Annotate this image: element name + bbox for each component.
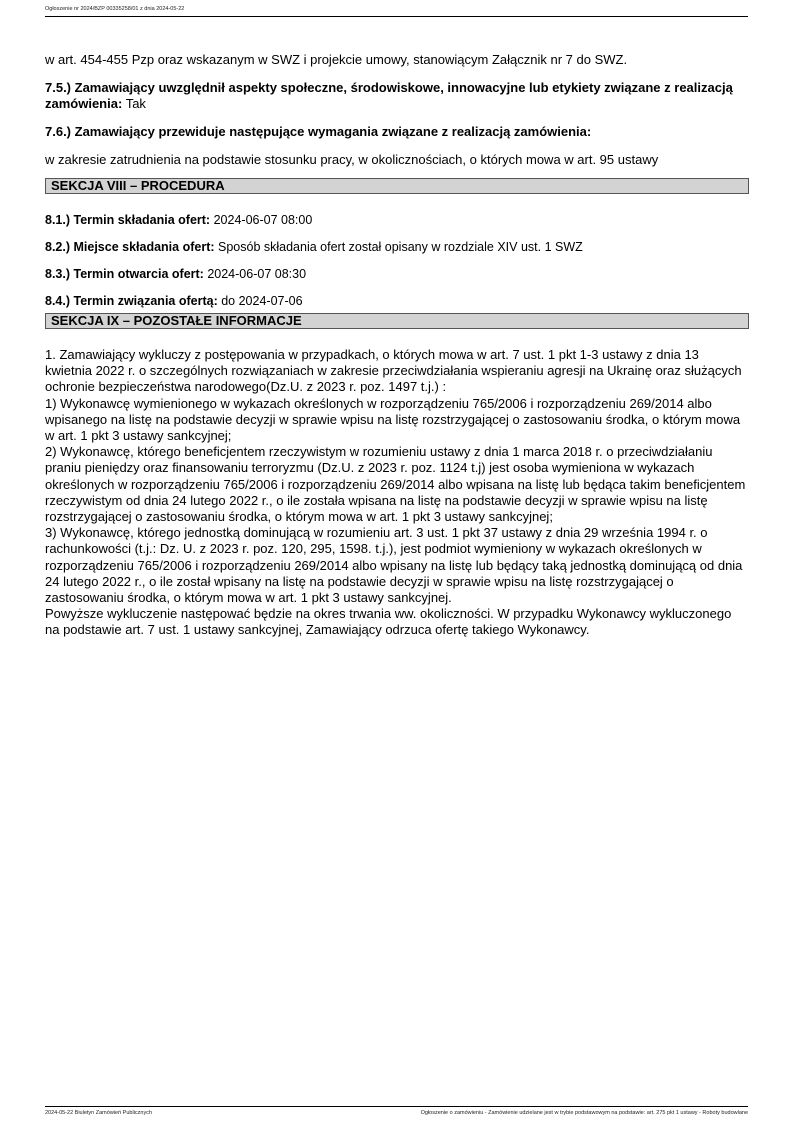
section-9-header: SEKCJA IX – POZOSTAŁE INFORMACJE [45, 313, 749, 329]
item-8-2-label: 8.2.) Miejsce składania ofert: [45, 240, 215, 254]
footer-right: Ogłoszenie o zamówieniu - Zamówienie udzielane jest w trybie podstawowym na podstawie: art. 275 pkt 1 ustawy - Roboty budowlane [420, 1110, 748, 1116]
item-8-2 [45, 240, 749, 255]
item-8-4 [45, 294, 749, 309]
question-7-6 [45, 124, 749, 140]
question-7-5-label: 7.5.) Zamawiający uwzględnił aspekty społeczne, środowiskowe, innowacyjne lub etykiety związane z realizacją zamówienia: [45, 80, 733, 111]
item-8-2-value: Sposób składania ofert został opisany w rozdziale XIV ust. 1 SWZ [218, 240, 583, 254]
item-8-3-label: 8.3.) Termin otwarcia ofert: [45, 267, 204, 281]
item-8-3-value: 2024-06-07 08:30 [207, 267, 307, 281]
question-7-5-value: Tak [125, 96, 146, 111]
section-8-header: SEKCJA VIII – PROCEDURA [45, 178, 749, 194]
section-9-text: 1. Zamawiający wykluczy z postępowania w przypadkach, o których mowa w art. 7 ust. 1 pkt 1-3 ustawy z dnia 13 kwietnia 2022 r. o szczególnych rozwiązaniach w zakresie przeciwdziałania wspieraniu agresji na Ukrainę oraz służących ochronie bezpieczeństwa narodowego(Dz.U. z 2023 r. poz. 1497 t.j.) : 1) Wykonawcę wymienionego w wykazach określonych w rozporządzeniu 765/2006 i rozporządzeniu 269/2014 albo wpisanego na listę na podstawie decyzji w sprawie wpisu na listę rozstrzygającej o zastosowaniu środka, o którym mowa w art. 1 pkt 3 ustawy sankcyjnej; 2) Wykonawcę, którego beneficjentem rzeczywistym w rozumieniu ustawy z dnia 1 marca 2018 r. o przeciwdziałaniu praniu pieniędzy oraz finansowaniu terroryzmu (Dz.U. z 2023 r. poz. 1124 t.j) jest osoba wymieniona w wykazach określonych w rozporządzeniu 765/2006 i rozporządzeniu 269/2014 albo wpisana na listę lub będąca takim beneficjentem rzeczywistym od dnia 24 lutego 2022 r., o ile została wpisana na listę na podstawie decyzji w sprawie wpisu na listę rozstrzygającej o zastosowaniu środka, o którym mowa w art. 1 pkt 3 ustawy sankcyjnej; 3) Wykonawcę, którego jednostką dominującą w rozumieniu art. 3 ust. 1 pkt 37 ustawy z dnia 29 września 1994 r. o rachunkowości (t.j.: Dz. U. z 2023 r. poz. 120, 295, 1598. t.j.), jest podmiot wymieniony w wykazach określonych w rozporządzeniu 765/2006 i rozporządzeniu 269/2014 albo wpisany na listę lub będący taką jednostką dominującą od dnia 24 lutego 2022 r., o ile został wpisany na listę na podstawie decyzji w sprawie wpisu na listę rozstrzygającej o zastosowaniu środka, o którym mowa w art. 1 pkt 3 ustawy sankcyjnej. Powyższe wykluczenie następować będzie na okres trwania ww. okoliczności. W przypadku Wykonawcy wykluczonego na podstawie art. 7 ust. 1 ustawy sankcyjnej, Zamawiający odrzuca ofertę takiego Wykonawcy. [45, 347, 746, 638]
item-8-1 [45, 213, 749, 228]
notice-reference: Ogłoszenie nr 2024/BZP 00335258/01 z dnia 2024-05-22 [45, 6, 185, 12]
intro-line: w art. 454-455 Pzp oraz wskazanym w SWZ i projekcie umowy, stanowiącym Załącznik nr 7 do SWZ. [45, 52, 628, 67]
item-8-1-value: 2024-06-07 08:00 [213, 213, 313, 227]
page-header [45, 5, 748, 17]
question-7-6-label: 7.6.) Zamawiający przewiduje następujące wymagania związane z realizacją zamówienia: [45, 124, 592, 139]
footer-left: 2024-05-22 Biuletyn Zamówień Publicznych [45, 1110, 153, 1116]
item-8-4-label: 8.4.) Termin związania ofertą: [45, 294, 218, 308]
question-7-5 [45, 80, 749, 112]
item-8-3 [45, 267, 749, 282]
item-8-4-value: do 2024-07-06 [221, 294, 303, 308]
page-footer [45, 1106, 748, 1117]
item-8-1-label: 8.1.) Termin składania ofert: [45, 213, 211, 227]
employment-requirement: w zakresie zatrudnienia na podstawie stosunku pracy, w okolicznościach, o których mowa w art. 95 ustawy [45, 152, 659, 167]
document-body [45, 52, 749, 639]
